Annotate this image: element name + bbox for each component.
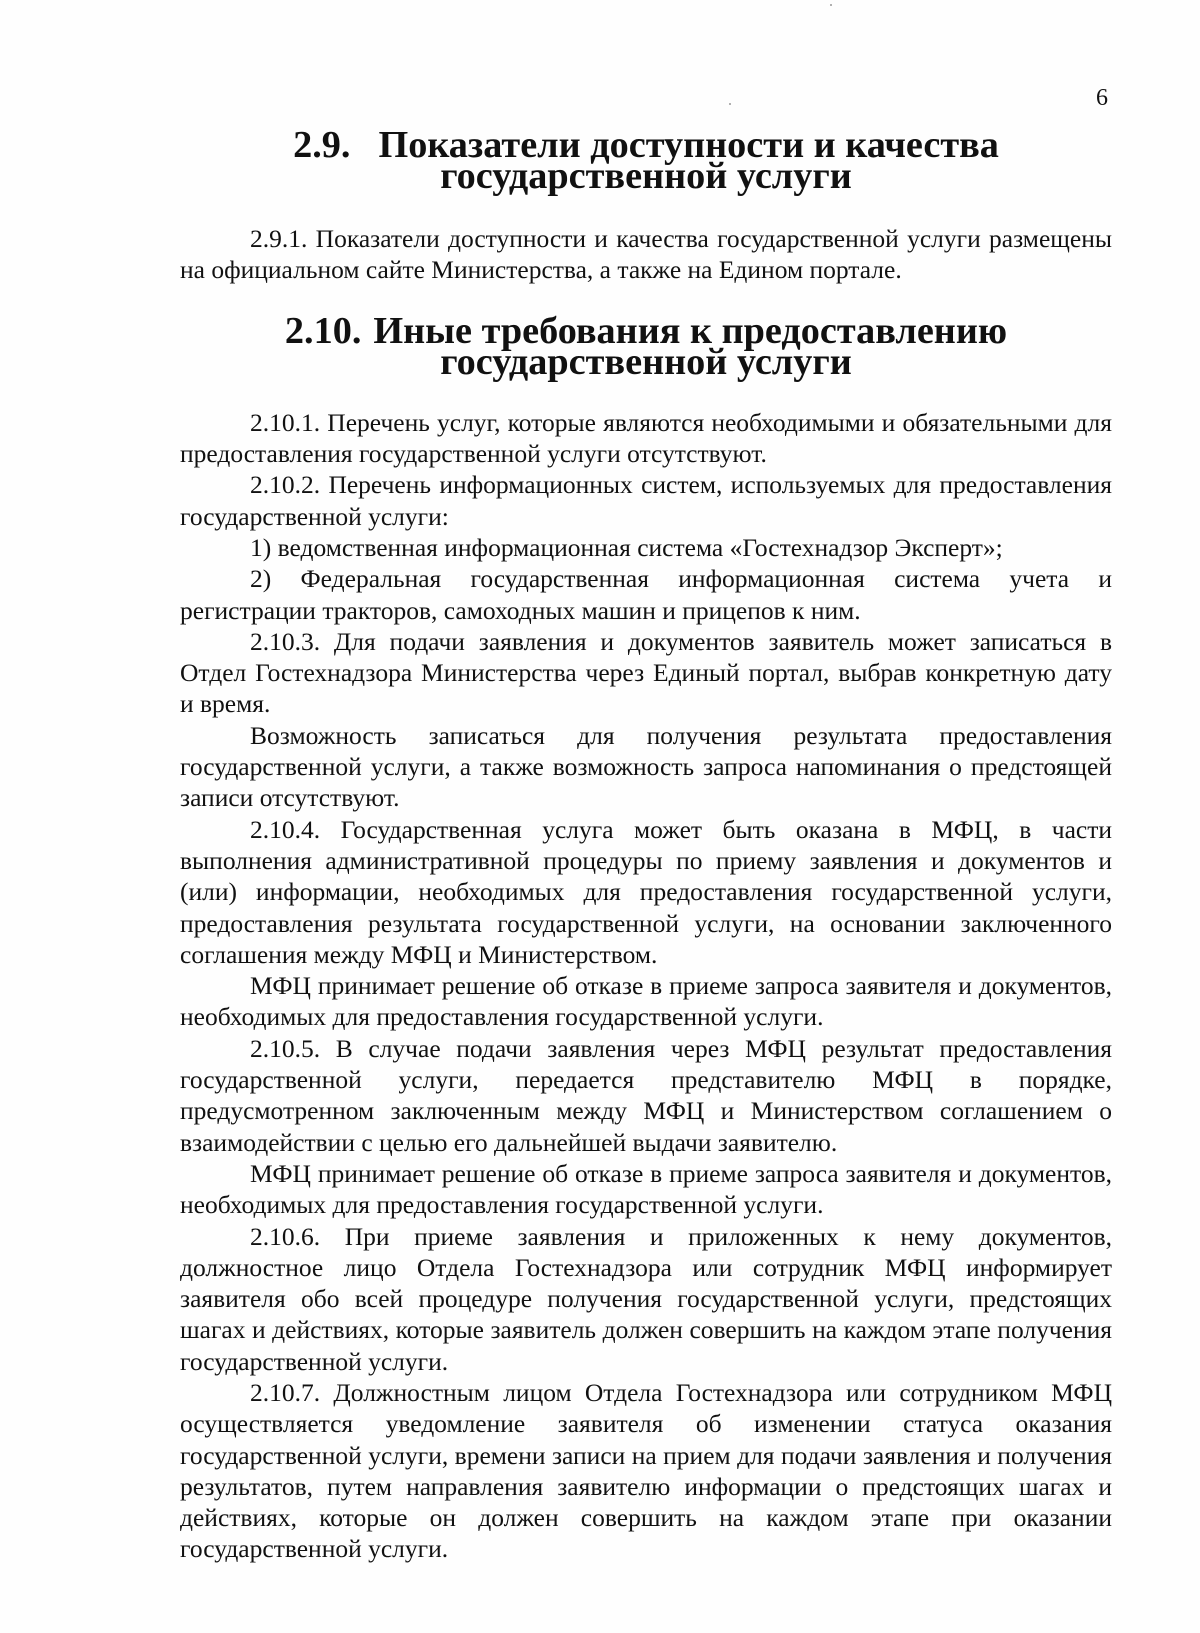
paragraph-2-10-3: 2.10.3. Для подачи заявления и документов заявитель может записаться в Отдел Гостехнадзора Министерства через Единый портал, выбрав конкретную дату и время.	[180, 626, 1112, 719]
section-title: Показатели доступности и качества государственной услуги	[378, 124, 999, 198]
section-heading-2-10	[180, 310, 1112, 384]
list-item-2: 2) Федеральная государственная информационная система учета и регистрации тракторов, самоходных машин и прицепов к ним.	[180, 564, 1112, 625]
paragraph-2-10-5-note: МФЦ принимает решение об отказе в приеме запроса заявителя и документов, необходимых для предоставления государственной услуги.	[180, 1158, 1112, 1220]
paragraph-2-10-6: 2.10.6. При приеме заявления и приложенных к нему документов, должностное лицо Отдела Гостехнадзора или сотрудник МФЦ информирует заявителя обо всей процедуре получения государственной услуги, предстоящих шагах и действиях, которые заявитель должен совершить на каждом этапе получения государственной услуги.	[180, 1221, 1112, 1376]
paragraph-2-10-2: 2.10.2. Перечень информационных систем, используемых для предоставления государственной услуги:	[180, 470, 1112, 531]
section-number: 2.9.	[293, 124, 351, 166]
paragraph-2-10-4: 2.10.4. Государственная услуга может быть оказана в МФЦ, в части выполнения административной процедуры по приему заявления и документов и (или) информации, необходимых для предоставления государственной услуги, предоставления результата государственной услуги, на основании заключенного соглашения между МФЦ и Министерством.	[180, 814, 1112, 969]
paragraph-2-10-7: 2.10.7. Должностным лицом Отдела Гостехнадзора или сотрудником МФЦ осуществляется уведомление заявителя об изменении статуса оказания государственной услуги, времени записи на прием для подачи заявления и получения результатов, путем направления заявителю информации о предстоящих шагах и действиях, которые он должен совершить на каждом этапе при оказании государственной услуги.	[180, 1377, 1112, 1564]
paragraph-2-10-5: 2.10.5. В случае подачи заявления через МФЦ результат предоставления государственной услуги, передается представителю МФЦ в порядке, предусмотренном заключенным между МФЦ и Министерством соглашением о взаимодействии с целью его дальнейшей выдачи заявителю.	[180, 1033, 1112, 1157]
paragraph-2-10-4-note: МФЦ принимает решение об отказе в приеме запроса заявителя и документов, необходимых для предоставления государственной услуги.	[180, 971, 1112, 1032]
section-title: Иные требования к предоставлению государственной услуги	[373, 310, 1008, 384]
paragraph-2-9-1: 2.9.1. Показатели доступности и качества государственной услуги размещены на официальном сайте Министерства, а также на Едином портале.	[180, 223, 1112, 284]
section-number: 2.10.	[284, 310, 362, 353]
section-heading-2-9	[180, 124, 1112, 198]
document-body	[180, 124, 1112, 1565]
paragraph-2-10-3-note: Возможность записаться для получения результата предоставления государственной услуги, а также возможность запроса напоминания о предстоящей записи отсутствуют.	[180, 720, 1112, 813]
paragraph-2-10-1: 2.10.1. Перечень услуг, которые являются необходимыми и обязательными для предоставления государственной услуги отсутствуют.	[180, 407, 1112, 469]
scan-speck	[830, 4, 832, 6]
page-number: 6	[1096, 85, 1108, 111]
scan-speck	[729, 103, 731, 105]
list-item-1: 1) ведомственная информационная система «Гостехнадзор Эксперт»;	[250, 532, 1003, 562]
